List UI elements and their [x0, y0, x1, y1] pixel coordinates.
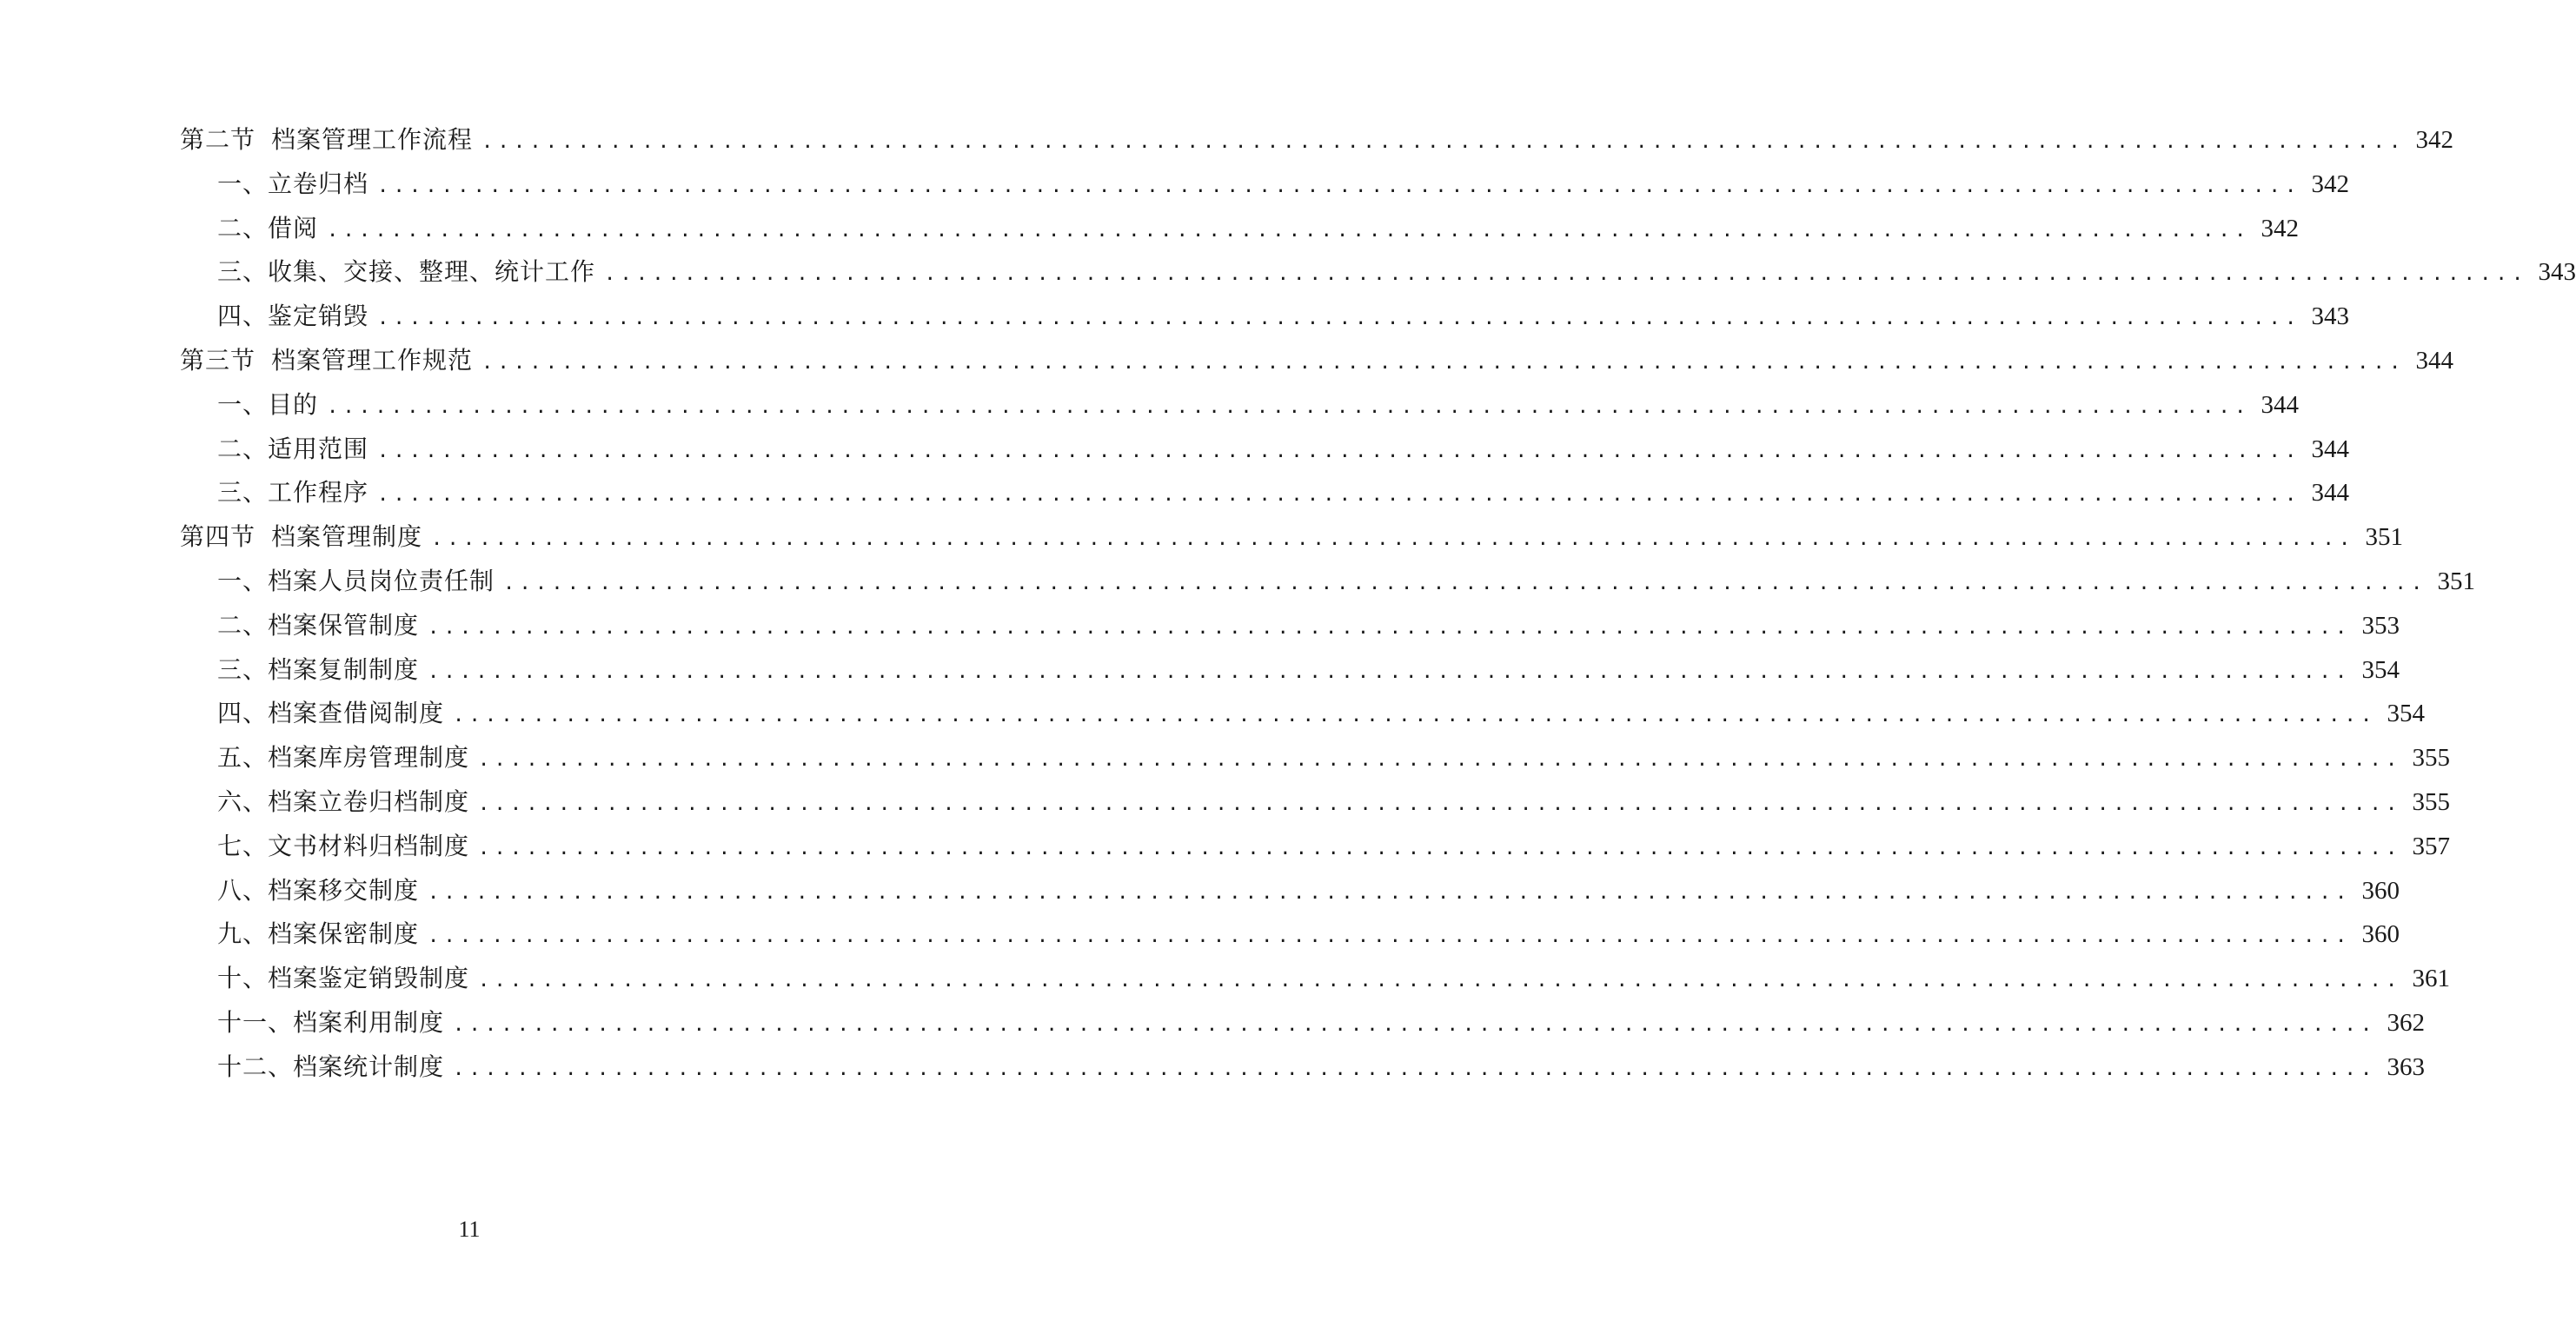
toc-entry-title	[217, 912, 419, 957]
dot-leader: ........................................................................................................................	[377, 440, 2301, 462]
toc-page-number: 344	[2311, 479, 2349, 508]
toc-title-text: 三、收集、交接、整理、统计工作	[217, 257, 596, 287]
toc-title-text: 二、适用范围	[217, 434, 369, 463]
dot-leader: ........................................................................................................................	[481, 351, 2406, 374]
toc-entry-title	[217, 471, 368, 515]
toc-page-number: 342	[2261, 214, 2299, 242]
dot-leader: ........................................................................................................................	[604, 263, 2528, 286]
dot-leader: ........................................................................................................................	[327, 219, 2251, 242]
toc-entry-title	[217, 560, 495, 604]
toc-subsection-entry[interactable]	[0, 163, 2349, 207]
dot-leader: ........................................................................................................................	[453, 1013, 2377, 1036]
toc-section-entry[interactable]	[0, 339, 2453, 383]
toc-entry-title	[180, 515, 422, 560]
toc-subsection-entry[interactable]	[0, 560, 2475, 604]
dot-leader: ........................................................................................................................	[503, 572, 2427, 594]
toc-title-text: 九、档案保密制度	[217, 919, 420, 949]
toc-title-text: 档案管理工作规范	[271, 345, 474, 375]
toc-subsection-entry[interactable]	[0, 1045, 2425, 1090]
toc-page-number: 360	[2361, 920, 2400, 949]
table-of-contents	[0, 118, 2576, 1090]
toc-subsection-entry[interactable]	[0, 1001, 2425, 1045]
toc-title-text: 十、档案鉴定销毁制度	[217, 964, 470, 993]
dot-leader: ........................................................................................................................	[478, 749, 2402, 772]
toc-subsection-entry[interactable]	[0, 428, 2349, 472]
toc-page-number: 342	[2415, 126, 2453, 154]
toc-entry-title	[217, 604, 419, 648]
dot-leader: ........................................................................................................................	[453, 1058, 2377, 1080]
toc-entry-title	[217, 648, 419, 693]
toc-page-number: 343	[2311, 302, 2349, 331]
toc-page-number: 342	[2311, 169, 2349, 198]
toc-entry-title	[180, 118, 473, 163]
toc-subsection-entry[interactable]	[0, 957, 2450, 1001]
toc-subsection-entry[interactable]	[0, 912, 2400, 957]
toc-page-number: 355	[2412, 787, 2450, 816]
dot-leader: ........................................................................................................................	[377, 175, 2301, 197]
dot-leader: ........................................................................................................................	[428, 616, 2352, 639]
toc-title-text: 一、立卷归档	[217, 169, 369, 198]
dot-leader: ........................................................................................................................	[478, 970, 2402, 992]
toc-page-number: 351	[2365, 523, 2403, 552]
dot-leader: ........................................................................................................................	[428, 660, 2352, 683]
toc-page-number: 344	[2261, 390, 2299, 419]
toc-entry-title	[217, 1001, 444, 1045]
toc-subsection-entry[interactable]	[0, 869, 2400, 913]
dot-leader: ........................................................................................................................	[377, 308, 2301, 330]
toc-page-number: 351	[2437, 567, 2475, 595]
toc-page-number: 362	[2387, 1008, 2425, 1037]
toc-section-entry[interactable]	[0, 118, 2453, 163]
toc-title-text: 一、目的	[217, 389, 319, 419]
toc-page-number: 357	[2412, 832, 2450, 860]
toc-title-text: 三、工作程序	[217, 478, 369, 508]
toc-entry-title	[217, 295, 368, 339]
toc-title-text: 档案管理制度	[271, 522, 423, 552]
toc-title-text: 八、档案移交制度	[217, 875, 420, 905]
dot-leader: ........................................................................................................................	[453, 705, 2377, 727]
toc-title-text: 二、档案保管制度	[217, 610, 420, 640]
toc-entry-title	[180, 339, 473, 383]
toc-section-number: 第四节	[180, 522, 256, 552]
toc-entry-title	[217, 428, 368, 472]
toc-entry-title	[217, 1045, 444, 1090]
toc-subsection-entry[interactable]	[0, 692, 2425, 736]
toc-title-text: 五、档案库房管理制度	[217, 743, 470, 773]
toc-entry-title	[217, 207, 318, 251]
toc-entry-title	[217, 736, 469, 780]
toc-title-text: 四、档案查借阅制度	[217, 699, 445, 728]
toc-page-number: 363	[2387, 1052, 2425, 1081]
toc-title-text: 三、档案复制制度	[217, 654, 420, 684]
dot-leader: ........................................................................................................................	[327, 395, 2251, 418]
toc-page-number: 344	[2311, 435, 2349, 463]
dot-leader: ........................................................................................................................	[428, 881, 2352, 904]
toc-title-text: 四、鉴定销毁	[217, 302, 369, 331]
toc-entry-title	[217, 825, 469, 869]
toc-subsection-entry[interactable]	[0, 250, 2576, 295]
toc-entry-title	[217, 163, 368, 207]
dot-leader: ........................................................................................................................	[377, 484, 2301, 507]
toc-page-number: 343	[2538, 258, 2576, 287]
toc-entry-title	[217, 780, 469, 825]
toc-entry-title	[217, 383, 318, 428]
toc-title-text: 十二、档案统计制度	[217, 1052, 445, 1081]
toc-title-text: 档案管理工作流程	[271, 125, 474, 154]
toc-section-number: 第二节	[180, 125, 256, 154]
toc-title-text: 六、档案立卷归档制度	[217, 786, 470, 816]
page-number: 11	[458, 1217, 481, 1242]
dot-leader: ........................................................................................................................	[431, 528, 2355, 551]
toc-page-number: 360	[2361, 876, 2400, 905]
toc-page-number: 354	[2361, 655, 2400, 684]
toc-subsection-entry[interactable]	[0, 604, 2400, 648]
toc-page-number: 344	[2415, 346, 2453, 375]
toc-section-entry[interactable]	[0, 515, 2403, 560]
toc-entry-title	[217, 692, 444, 736]
toc-subsection-entry[interactable]	[0, 383, 2299, 428]
toc-title-text: 二、借阅	[217, 213, 319, 242]
dot-leader: ........................................................................................................................	[481, 131, 2406, 153]
toc-entry-title	[217, 957, 469, 1001]
toc-page-number: 361	[2412, 965, 2450, 993]
toc-title-text: 七、文书材料归档制度	[217, 831, 470, 860]
toc-subsection-entry[interactable]	[0, 780, 2450, 825]
toc-subsection-entry[interactable]	[0, 295, 2349, 339]
toc-entry-title	[217, 869, 419, 913]
toc-subsection-entry[interactable]	[0, 825, 2450, 869]
toc-page-number: 355	[2412, 744, 2450, 773]
toc-page-number: 353	[2361, 611, 2400, 640]
toc-section-number: 第三节	[180, 345, 256, 375]
dot-leader: ........................................................................................................................	[428, 926, 2352, 948]
toc-subsection-entry[interactable]	[0, 471, 2349, 515]
dot-leader: ........................................................................................................................	[478, 837, 2402, 859]
toc-title-text: 一、档案人员岗位责任制	[217, 566, 495, 595]
toc-subsection-entry[interactable]	[0, 207, 2299, 251]
toc-subsection-entry[interactable]	[0, 736, 2450, 780]
toc-entry-title	[217, 250, 595, 295]
dot-leader: ........................................................................................................................	[478, 793, 2402, 815]
toc-subsection-entry[interactable]	[0, 648, 2400, 693]
toc-page-number: 354	[2387, 700, 2425, 728]
toc-title-text: 十一、档案利用制度	[217, 1007, 445, 1037]
